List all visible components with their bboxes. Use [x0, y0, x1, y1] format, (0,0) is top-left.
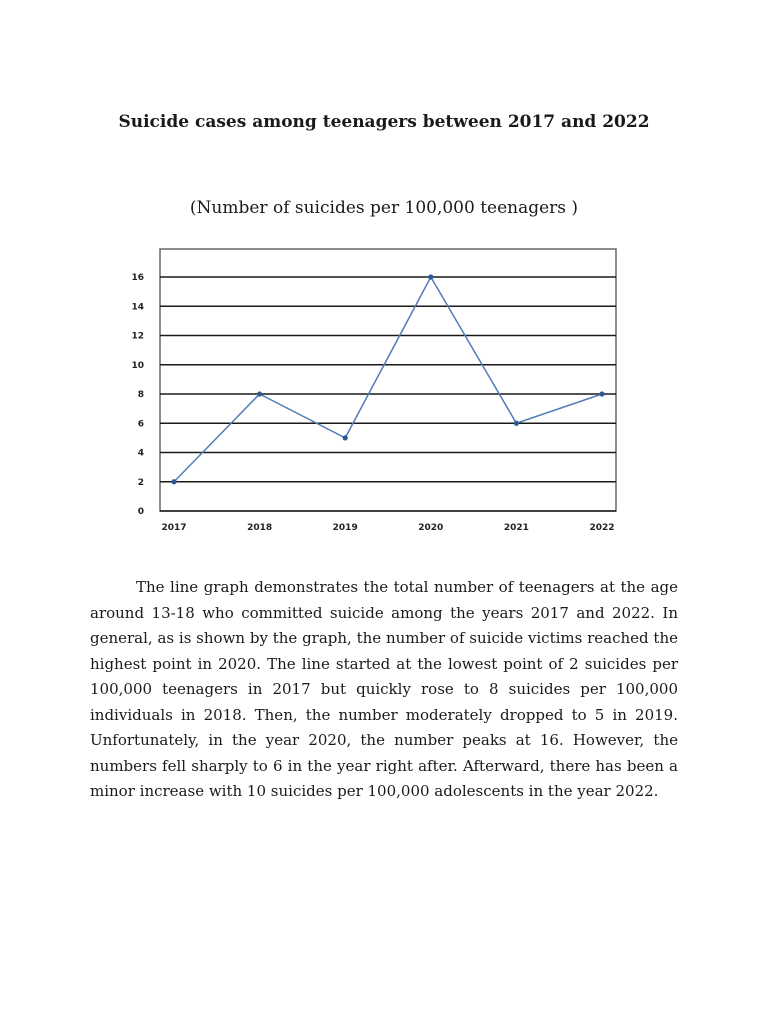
data-point: [599, 391, 604, 396]
y-tick-label: 6: [137, 419, 144, 430]
y-tick-label: 12: [131, 331, 144, 342]
x-tick-label: 2018: [247, 523, 273, 533]
series-polyline: [174, 277, 602, 482]
series-line: [174, 277, 602, 482]
data-point: [171, 479, 176, 484]
y-tick-label: 2: [137, 477, 144, 488]
data-point: [428, 274, 433, 279]
x-tick-label: 2020: [418, 523, 444, 533]
chart-title: Suicide cases among teenagers between 2017 and 2022: [118, 112, 650, 132]
x-tick-label: 2022: [589, 523, 615, 533]
y-axis-ticks: [131, 273, 144, 517]
x-tick-label: 2021: [503, 523, 529, 533]
description-paragraph: The line graph demonstrates the total number of teenagers at the age around 13-18 who committed suicide among the years 2017 and 2022. In general, as is shown by the graph, the number of suicide victims reached the highest point in 2020. The line started at the lowest point of 2 suicides per 100,000 teenagers in 2017 but quickly rose to 8 suicides per 100,000 individuals in 2018. Then, the number moderately dropped to 5 in 2019. Unfortunately, in the year 2020, the number peaks at 16. However, the numbers fell sharply to 6 in the year right after. Afterward, there has been a minor increase with 10 suicides per 100,000 adolescents in the year 2022.: [90, 578, 678, 800]
y-tick-label: 4: [137, 448, 144, 459]
data-point: [514, 421, 519, 426]
grid-lines: [160, 249, 616, 511]
x-tick-label: 2019: [332, 523, 358, 533]
line-chart: [130, 243, 630, 543]
data-point: [257, 391, 262, 396]
y-tick-label: 8: [137, 390, 144, 400]
y-tick-label: 14: [131, 302, 144, 313]
y-tick-label: 0: [137, 507, 144, 517]
x-tick-label: 2017: [161, 523, 187, 533]
y-tick-label: 16: [131, 273, 144, 283]
x-axis-ticks: [161, 523, 614, 533]
data-point: [343, 435, 348, 440]
y-tick-label: 10: [131, 360, 144, 371]
plot-frame: [160, 249, 616, 511]
chart-subtitle: (Number of suicides per 100,000 teenagers ): [189, 198, 579, 218]
